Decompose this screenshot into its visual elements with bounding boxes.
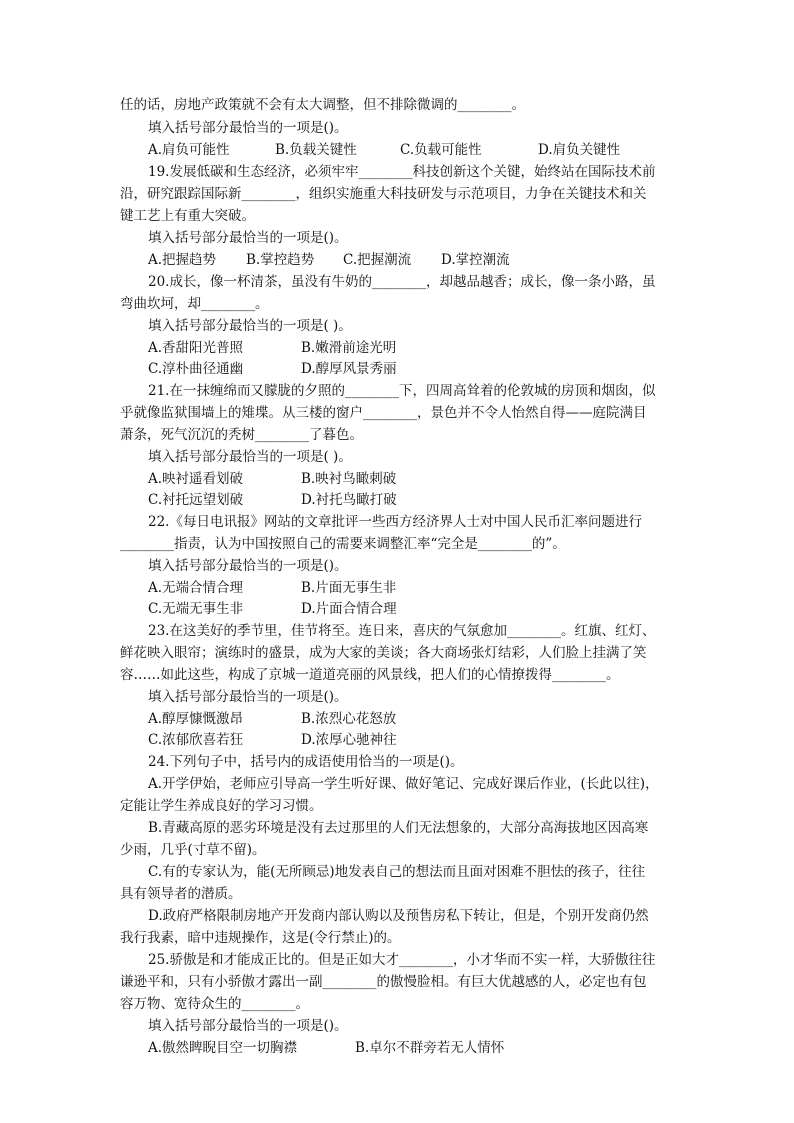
text-line: 乎就像监狱围墙上的雉堞。从三楼的窗户________，景色并不令人怡然自得——庭院满目: [120, 405, 647, 421]
text-line: 具有领导者的潜质。: [120, 886, 242, 902]
option-d: D.掌控潮流: [441, 252, 510, 268]
option-d: D.肩负关键性: [538, 142, 621, 158]
option-c: C.浓郁欣喜若狂: [148, 732, 244, 748]
question-prompt: 填入括号部分最恰当的一项是()。: [148, 230, 348, 246]
option-a: A.肩负可能性: [148, 142, 230, 158]
option-b: B.卓尔不群旁若无人情怀: [355, 1040, 505, 1056]
option-a: A.无端合情合理: [148, 580, 244, 596]
text-line: 鲜花映入眼帘；演练时的盛景，成为大家的美谈；各大商场张灯结彩，人们脸上挂满了笑: [120, 645, 647, 661]
option-c: C.淳朴曲径通幽: [148, 361, 244, 377]
option-b: B.负载关键性: [275, 142, 357, 158]
question-prompt: 填入括号部分最恰当的一项是()。: [148, 558, 348, 574]
text-line: 键工艺上有重大突破。: [120, 208, 255, 224]
option-b: B.片面无事生非: [301, 580, 397, 596]
option-c: C.负载可能性: [400, 142, 482, 158]
option-a: A.映衬遥看划破: [148, 471, 244, 487]
question-prompt: 填入括号部分最恰当的一项是( )。: [148, 449, 352, 465]
option-b: B.掌控趋势: [246, 252, 315, 268]
option-a: A.醇厚慷慨激昂: [148, 711, 244, 727]
option-a: A.香甜阳光普照: [148, 340, 244, 356]
option-d-text: D.政府严格限制房地产开发商内部认购以及预售房私下转让，但是，个别开发商仍然: [148, 908, 649, 924]
question-21: 21.在一抹缠绵而又朦胧的夕照的________下，四周高耸着的伦敦城的房顶和烟囱，似: [148, 383, 656, 399]
text-line: 沿，研究跟踪国际新________，组织实施重大科技研发与示范项目，力争在关键技术和关: [120, 186, 647, 202]
option-b: B.浓烈心花怒放: [301, 711, 397, 727]
text-line: 少雨，几乎(寸草不留)。: [120, 842, 266, 858]
text-line: 定能让学生养成良好的学习习惯。: [120, 798, 323, 814]
option-c: C.衬托远望划破: [148, 492, 244, 508]
text-line: 弯曲坎坷，却________。: [120, 296, 269, 312]
option-b: B.映衬鸟瞰刺破: [301, 471, 397, 487]
text-line: 任的话，房地产政策就不会有太大调整，但不排除微调的________。: [120, 97, 525, 113]
option-c: C.把握潮流: [343, 252, 412, 268]
option-c-text: C.有的专家认为，能(无所顾忌)地发表自己的想法而且面对困难不胆怯的孩子，往往: [148, 864, 646, 880]
text-line: 萧条，死气沉沉的秃树________了暮色。: [120, 427, 363, 443]
text-line: 我行我素，暗中违规操作，这是(令行禁止)的。: [120, 930, 401, 946]
text-line: ________指责，认为中国按照自己的需要来调整汇率“完全是________的”。: [120, 536, 566, 552]
option-c: C.无端无事生非: [148, 601, 244, 617]
question-prompt: 填入括号部分最恰当的一项是()。: [148, 1018, 348, 1034]
option-b-text: B.青藏高原的恶劣环境是没有去过那里的人们无法想象的，大部分高海拔地区因高寒: [148, 820, 649, 836]
option-a: A.傲然睥睨目空一切胸襟: [148, 1040, 298, 1056]
option-a-text: A.开学伊始，老师应引导高一学生听好课、做好笔记、完成好课后作业，(长此以往)，: [148, 776, 659, 792]
text-line: 谦逊平和，只有小骄傲才露出一副________的傲慢脸相。有巨大优越感的人，必定也有包: [120, 974, 647, 990]
question-20: 20.成长，像一杯清茶，虽没有牛奶的________，却越品越香；成长，像一条小路，虽: [148, 274, 656, 290]
question-19: 19.发展低碳和生态经济，必须牢牢________科技创新这个关键，始终站在国际技术前: [148, 164, 656, 180]
option-d: D.醇厚风景秀丽: [301, 361, 397, 377]
question-prompt: 填入括号部分最恰当的一项是( )。: [148, 318, 352, 334]
text-line: 容……如此这些，构成了京城一道道亮丽的风景线，把人们的心情撩拨得________。: [120, 667, 620, 683]
option-d: D.片面合情合理: [301, 601, 397, 617]
question-22: 22.《每日电讯报》网站的文章批评一些西方经济界人士对中国人民币汇率问题进行: [148, 514, 642, 530]
option-d: D.浓厚心驰神往: [301, 732, 397, 748]
question-24: 24.下列句子中，括号内的成语使用恰当的一项是()。: [148, 754, 464, 770]
question-23: 23.在这美好的季节里，佳节将至。连日来，喜庆的气氛愈加________。红旗、红灯、: [148, 623, 656, 639]
option-b: B.嫩滑前途光明: [301, 340, 397, 356]
question-prompt: 填入括号部分最恰当的一项是()。: [148, 120, 348, 136]
question-25: 25.骄傲是和才能成正比的。但是正如大才________，小才华而不实一样，大骄傲往往: [148, 952, 656, 968]
option-d: D.衬托鸟瞰打破: [301, 492, 397, 508]
text-line: 容万物、宽待众生的________。: [120, 996, 309, 1012]
option-a: A.把握趋势: [148, 252, 217, 268]
question-prompt: 填入括号部分最恰当的一项是()。: [148, 689, 348, 705]
